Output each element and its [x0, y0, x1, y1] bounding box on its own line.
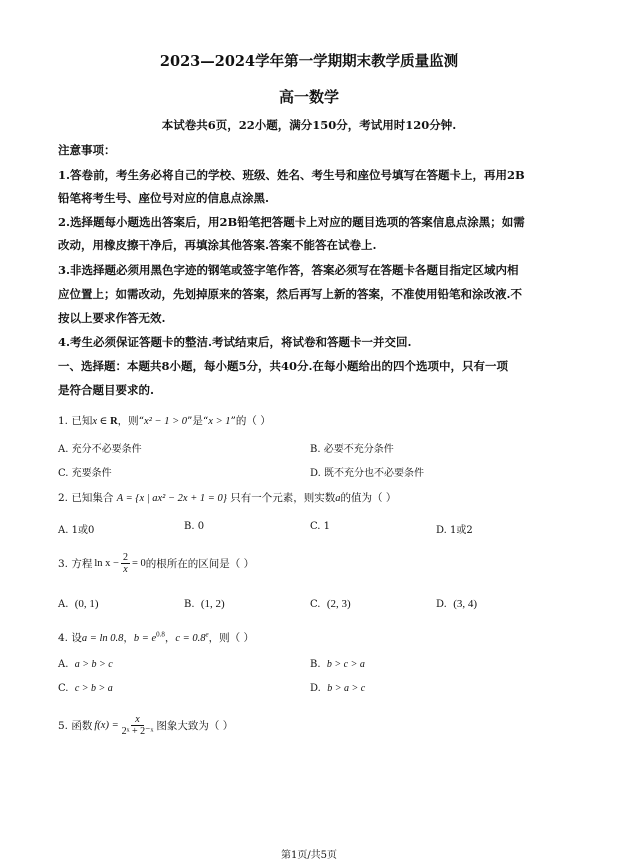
notes-line: 3.非选择题必须用黑色字迹的钢笔或签字笔作答，答案必须写在答题卡各题目指定区域内相 [58, 263, 519, 277]
question-3: 3. 方程 ln x − $\frac{2}{x}$ = 0 的根所在的区间是（ ） [58, 552, 255, 575]
section-heading: 一、选择题：本题共8小题，每小题5分，共40分.在每小题给出的四个选项中，只有一项 [58, 359, 509, 373]
notes-line: 改动，用橡皮擦干净后，再填涂其他答案.答案不能答在试卷上. [58, 238, 377, 252]
question-5: 5. 函数 f(x) = $\frac{x}{\text{2ˣ + 2⁻ˣ}}$ 图象大致为（ ） [58, 714, 234, 737]
page-footer: 第1页/共5页 [280, 850, 338, 861]
q1-option-d: D. 既不充分也不必要条件 [310, 468, 425, 479]
question-2: 2. 已知集合 A = {x | ax² − 2x + 1 = 0} 只有一个元素，则实数a的值为（ ） [58, 492, 397, 504]
question-1: 1. 已知x ∈ R，则“x² − 1 > 0”是“x > 1”的（ ） [58, 415, 271, 427]
q3-option-a: A. (0, 1) [58, 598, 99, 610]
q4-option-c: C. c > b > a [58, 683, 113, 694]
q3-option-b: B. (1, 2) [184, 598, 225, 610]
notes-line: 按以上要求作答无效. [58, 311, 166, 325]
notes-line: 2.选择题每小题选出答案后，用2B铅笔把答题卡上对应的题目选项的答案信息点涂黑；如需 [58, 215, 525, 229]
q5-fraction: $\frac{x}{\text{2ˣ + 2⁻ˣ}}$ [121, 714, 154, 737]
q1-option-a: A. 充分不必要条件 [58, 444, 142, 455]
exam-subject: 高一数学 [278, 88, 339, 106]
question-4: 4. 设a = ln 0.8，$b = e^{0.8}$，c = 0.8$^e$，则（ ） [58, 630, 254, 644]
q2-option-b: B. 0 [184, 521, 205, 532]
q1-option-c: C. 充要条件 [58, 468, 112, 479]
notes-line: 铅笔将考生号、座位号对应的信息点涂黑. [58, 191, 270, 205]
q2-option-a: A. 1或0 [58, 525, 95, 536]
q3-option-c: C. (2, 3) [310, 598, 351, 610]
q4-option-d: D. b > a > c [310, 683, 366, 694]
q4-option-b: B. b > c > a [310, 659, 365, 670]
q2-option-c: C. 1 [310, 521, 331, 532]
notes-line: 应位置上；如需改动，先划掉原来的答案，然后再写上新的答案，不准使用铅笔和涂改液.不 [58, 287, 522, 301]
q2-option-d: D. 1或2 [436, 525, 473, 536]
q3-option-d: D. (3, 4) [436, 598, 478, 610]
exam-title: 2023—2024学年第一学期期末教学质量监测 [159, 53, 459, 70]
q1-option-b: B. 必要不充分条件 [310, 444, 394, 455]
exam-info: 本试卷共6页，22小题，满分150分，考试用时120分钟. [161, 118, 457, 132]
notes-line: 1.答卷前，考生务必将自己的学校、班级、姓名、考生号和座位号填写在答题卡上，再用2B [58, 168, 525, 182]
q3-fraction: $\frac{2}{x}$ [122, 552, 128, 575]
q4-option-a: A. a > b > c [58, 659, 113, 670]
notes-line: 4.考生必须保证答题卡的整洁.考试结束后，将试卷和答题卡一并交回. [58, 335, 412, 349]
section-heading: 是符合题目要求的. [58, 383, 155, 397]
notes-heading: 注意事项： [58, 143, 116, 157]
